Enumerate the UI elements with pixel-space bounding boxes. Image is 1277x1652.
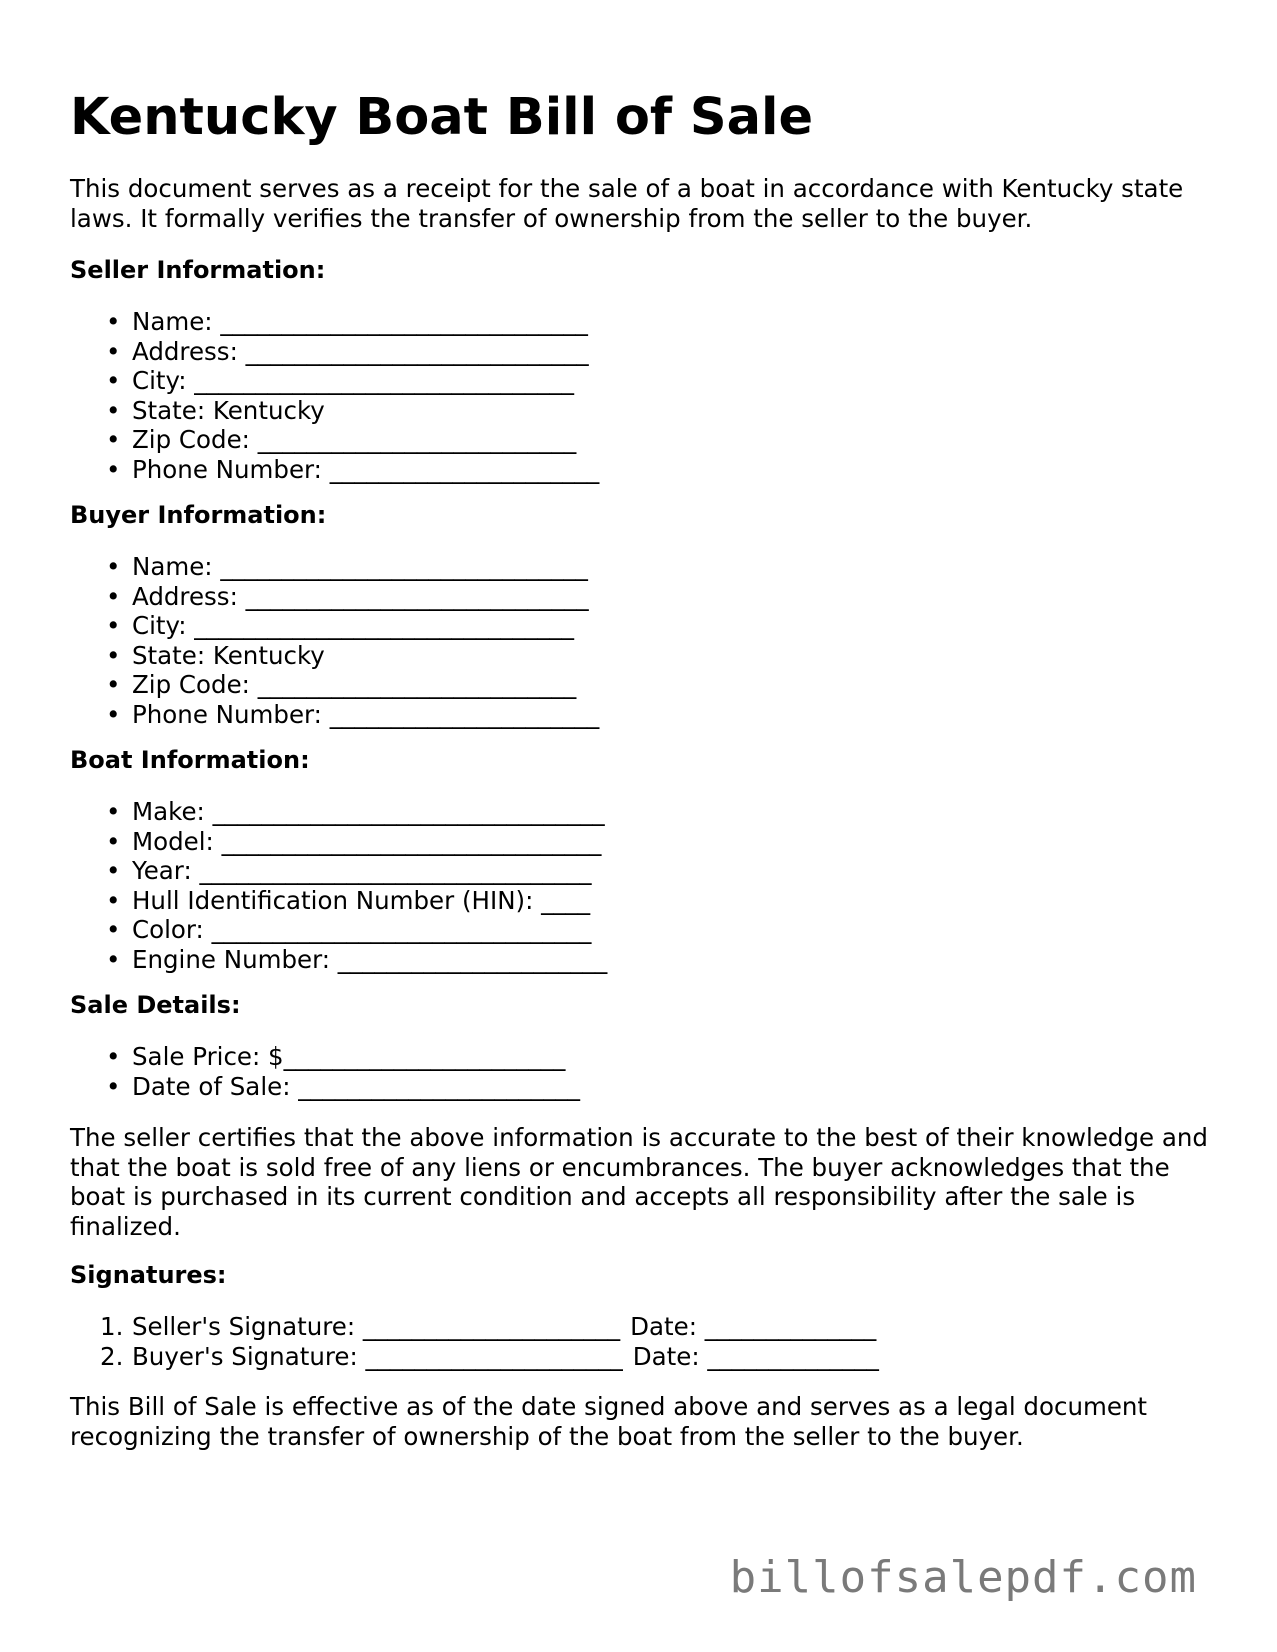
list-item (70, 455, 599, 485)
list-item (70, 1312, 879, 1342)
sale-price-field: Sale Price: $_______________________ (132, 1042, 566, 1071)
seller-phone-field: Phone Number: ______________________ (132, 454, 600, 484)
list-item (70, 945, 607, 975)
list-item (70, 582, 599, 612)
list-item (70, 670, 599, 700)
bullet-icon: • (106, 856, 121, 886)
seller-city-field: City: _______________________________ (132, 366, 575, 396)
bullet-icon: • (106, 1071, 121, 1101)
intro-paragraph: This document serves as a receipt for the sale of a boat in accordance with Kentucky state laws. It formally verifies the transfer of ownership from the seller to the buyer. (70, 174, 1184, 233)
bullet-icon: • (106, 425, 121, 455)
buyer-city-field: City: _______________________________ (132, 611, 575, 641)
bullet-icon: • (106, 1042, 121, 1071)
boat-heading: Boat Information: (70, 746, 310, 774)
list-item (70, 396, 599, 426)
list-item (70, 1072, 580, 1102)
buyer-signature-date-field: Date: ______________ (632, 1341, 879, 1371)
bullet-icon: • (106, 944, 121, 974)
bullet-icon: • (106, 454, 121, 484)
list-item (70, 827, 607, 857)
boat-color-field: Color: _______________________________ (132, 915, 592, 945)
bullet-icon: • (106, 336, 121, 366)
list-number: 1. (100, 1312, 124, 1341)
list-item (70, 1042, 580, 1072)
bullet-icon: • (106, 366, 121, 396)
bullet-icon: • (106, 307, 121, 336)
bullet-icon: • (106, 552, 121, 581)
list-item (70, 425, 599, 455)
buyer-address-field: Address: ____________________________ (132, 581, 589, 611)
buyer-state-field: State: Kentucky (132, 640, 325, 670)
certification-paragraph: The seller certifies that the above information is accurate to the best of their knowledge and that the boat is sold free of any liens or encumbrances. The buyer acknowledges that the boat is purchased in its current condition and accepts all responsibility after the sale is finalized. (70, 1123, 1208, 1241)
list-item (70, 552, 599, 582)
sale-list (70, 1042, 580, 1101)
list-item (70, 641, 599, 671)
closing-paragraph: This Bill of Sale is effective as of the date signed above and serves as a legal document recognizing the transfer of ownership of the boat from the seller to the buyer. (70, 1392, 1148, 1451)
bullet-icon: • (106, 670, 121, 700)
bullet-icon: • (106, 581, 121, 611)
list-item (70, 366, 599, 396)
bullet-icon: • (106, 915, 121, 945)
list-item (70, 886, 607, 916)
list-item (70, 337, 599, 367)
buyer-zip-field: Zip Code: __________________________ (132, 670, 577, 700)
sale-heading: Sale Details: (70, 991, 241, 1019)
list-number: 2. (100, 1341, 124, 1371)
seller-state-field: State: Kentucky (132, 395, 325, 425)
boat-model-field: Model: _______________________________ (132, 826, 602, 856)
bullet-icon: • (106, 885, 121, 915)
seller-zip-field: Zip Code: __________________________ (132, 425, 577, 455)
list-item (70, 700, 599, 730)
document-title: Kentucky Boat Bill of Sale (70, 88, 814, 147)
seller-signature-date-field: Date: ______________ (630, 1312, 877, 1341)
buyer-signature-field: Buyer's Signature: _____________________ (132, 1341, 623, 1371)
seller-name-field: Name: ______________________________ (132, 307, 588, 336)
bullet-icon: • (106, 826, 121, 856)
boat-list (70, 797, 607, 975)
list-item (70, 856, 607, 886)
boat-hin-field: Hull Identification Number (HIN): ____ (132, 885, 591, 915)
list-item (70, 915, 607, 945)
bullet-icon: • (106, 640, 121, 670)
signatures-list (70, 1312, 879, 1371)
buyer-heading: Buyer Information: (70, 501, 327, 529)
bullet-icon: • (106, 611, 121, 641)
bullet-icon: • (106, 395, 121, 425)
boat-engine-field: Engine Number: ______________________ (132, 944, 608, 974)
buyer-name-field: Name: ______________________________ (132, 552, 588, 581)
bullet-icon: • (106, 797, 121, 826)
seller-heading: Seller Information: (70, 256, 326, 284)
list-item (70, 797, 607, 827)
seller-list (70, 307, 599, 485)
seller-address-field: Address: ____________________________ (132, 336, 589, 366)
list-item (70, 307, 599, 337)
boat-year-field: Year: ________________________________ (132, 856, 592, 886)
list-item (70, 1342, 879, 1372)
watermark-text: billofsalepdf.com (729, 1552, 1197, 1603)
list-item (70, 611, 599, 641)
seller-signature-field: Seller's Signature: _____________________ (132, 1312, 621, 1341)
buyer-phone-field: Phone Number: ______________________ (132, 699, 600, 729)
sale-date-field: Date of Sale: _______________________ (132, 1071, 580, 1101)
buyer-list (70, 552, 599, 730)
signatures-heading: Signatures: (70, 1261, 227, 1289)
bullet-icon: • (106, 699, 121, 729)
boat-make-field: Make: ________________________________ (132, 797, 605, 826)
